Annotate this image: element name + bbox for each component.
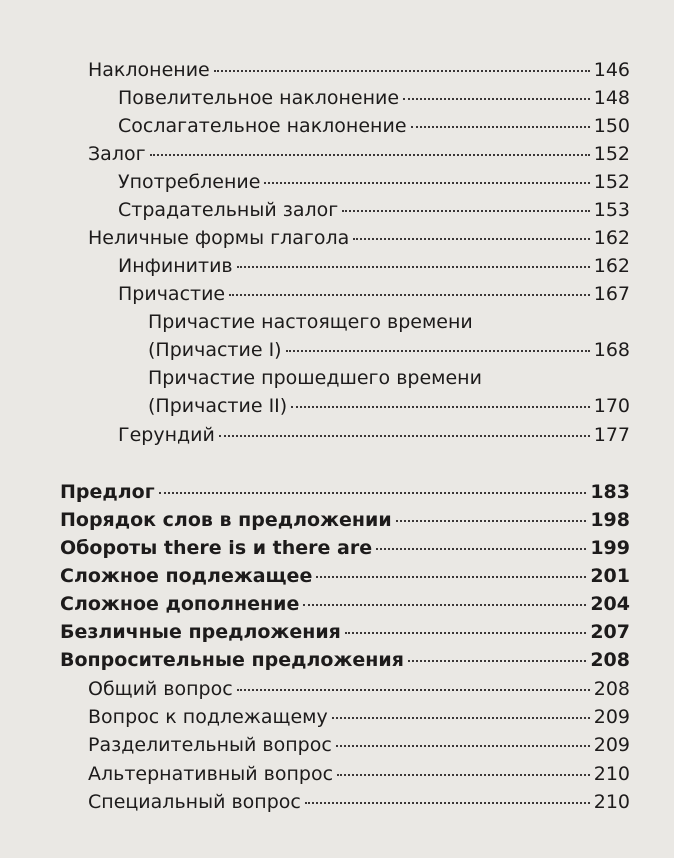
dot-leader <box>291 406 590 408</box>
toc-page-number: 177 <box>593 424 630 446</box>
toc-page-number: 198 <box>590 509 630 531</box>
dot-leader <box>214 70 590 72</box>
toc-chapter <box>60 648 630 672</box>
toc-page-number: 146 <box>593 59 630 81</box>
toc-entry <box>88 677 630 701</box>
toc-entry-title: Наклонение <box>88 59 210 81</box>
toc-entry-title: Причастие настоящего времени <box>148 311 473 333</box>
toc-page-number: 162 <box>593 255 630 277</box>
toc-page-number: 210 <box>593 763 630 785</box>
toc-entry-title: Общий вопрос <box>88 678 233 700</box>
dot-leader <box>408 660 586 662</box>
toc-chapter <box>60 536 630 560</box>
dot-leader <box>237 266 590 268</box>
dot-leader <box>237 689 590 691</box>
toc-page-number: 162 <box>593 227 630 249</box>
toc-page-number: 148 <box>593 87 630 109</box>
dot-leader <box>396 520 587 522</box>
toc-entry <box>88 762 630 786</box>
toc-entry <box>118 198 630 222</box>
toc-entry <box>118 170 630 194</box>
toc-entry <box>88 705 630 729</box>
toc-page-number: 199 <box>590 537 630 559</box>
toc-entry-title: Употребление <box>118 171 261 193</box>
toc-chapter-title: Сложное подлежащее <box>60 565 313 587</box>
toc-entry-first-line <box>148 366 486 390</box>
toc-entry-title-continued: (Причастие I) <box>148 339 282 361</box>
toc-chapter-title: Безличные предложения <box>60 621 341 643</box>
toc-page-number: 167 <box>593 283 630 305</box>
toc-entry <box>118 254 630 278</box>
toc-page-number: 150 <box>593 115 630 137</box>
toc-entry-title: Специальный вопрос <box>88 791 301 813</box>
toc-chapter <box>60 564 630 588</box>
toc-entry <box>148 394 630 418</box>
dot-leader <box>264 182 589 184</box>
toc-entry-title: Залог <box>88 143 146 165</box>
toc-page-number: 201 <box>590 565 630 587</box>
toc-entry-title: Альтернативный вопрос <box>88 763 334 785</box>
toc-entry-first-line <box>148 310 477 334</box>
toc-entry <box>118 423 630 447</box>
toc-entry <box>88 733 630 757</box>
toc-chapter-title: Предлог <box>60 481 155 503</box>
toc-entry <box>88 790 630 814</box>
toc-page-number: 152 <box>593 171 630 193</box>
toc-entry-title: Вопрос к подлежащему <box>88 706 328 728</box>
toc-entry-title: Инфинитив <box>118 255 233 277</box>
toc-chapter-title: Порядок слов в предложении <box>60 509 392 531</box>
toc-chapter-title: Сложное дополнение <box>60 593 300 615</box>
dot-leader <box>150 154 590 156</box>
toc-page-number: 207 <box>590 621 630 643</box>
toc-page-number: 183 <box>590 481 630 503</box>
dot-leader <box>219 435 590 437</box>
toc-entry <box>88 226 630 250</box>
toc-page-number: 170 <box>593 395 630 417</box>
dot-leader <box>376 548 586 550</box>
toc-entry-title: Разделительный вопрос <box>88 734 332 756</box>
toc-chapter-title: Вопросительные предложения <box>60 649 404 671</box>
toc-chapter <box>60 620 630 644</box>
dot-leader <box>332 717 590 719</box>
toc-entry-title: Причастие <box>118 283 226 305</box>
toc-page-number: 209 <box>593 734 630 756</box>
toc-entry <box>88 142 630 166</box>
dot-leader <box>303 604 586 606</box>
dot-leader <box>286 350 590 352</box>
toc-entry-title-continued: (Причастие II) <box>148 395 288 417</box>
dot-leader <box>336 745 590 747</box>
toc-entry-title: Страдательный залог <box>118 199 339 221</box>
toc-entry-title: Сослагательное наклонение <box>118 115 407 137</box>
dot-leader <box>159 492 587 494</box>
dot-leader <box>342 210 590 212</box>
toc-entry-title: Герундий <box>118 424 215 446</box>
dot-leader <box>345 632 586 634</box>
toc-page-number: 204 <box>590 593 630 615</box>
toc-page-number: 208 <box>593 678 630 700</box>
dot-leader <box>337 774 590 776</box>
toc-entry <box>118 86 630 110</box>
dot-leader <box>403 98 590 100</box>
toc-chapter <box>60 508 630 532</box>
toc-page-number: 210 <box>593 791 630 813</box>
toc-entry <box>88 58 630 82</box>
toc-page-number: 168 <box>593 339 630 361</box>
dot-leader <box>305 802 590 804</box>
toc-entry <box>148 338 630 362</box>
toc-entry <box>118 282 630 306</box>
toc-chapter <box>60 592 630 616</box>
toc-chapter-title: Обороты there is и there are <box>60 537 373 559</box>
dot-leader <box>411 126 590 128</box>
dot-leader <box>229 294 590 296</box>
toc-entry <box>118 114 630 138</box>
dot-leader <box>316 576 586 578</box>
toc-entry-title: Причастие прошедшего времени <box>148 367 482 389</box>
toc-chapter <box>60 480 630 504</box>
toc-page-number: 208 <box>590 649 630 671</box>
toc-entry-title: Повелительное наклонение <box>118 87 400 109</box>
toc-page-number: 152 <box>593 143 630 165</box>
toc-page-number: 153 <box>593 199 630 221</box>
toc-page-number: 209 <box>593 706 630 728</box>
dot-leader <box>353 238 589 240</box>
toc-entry-title: Неличные формы глагола <box>88 227 350 249</box>
